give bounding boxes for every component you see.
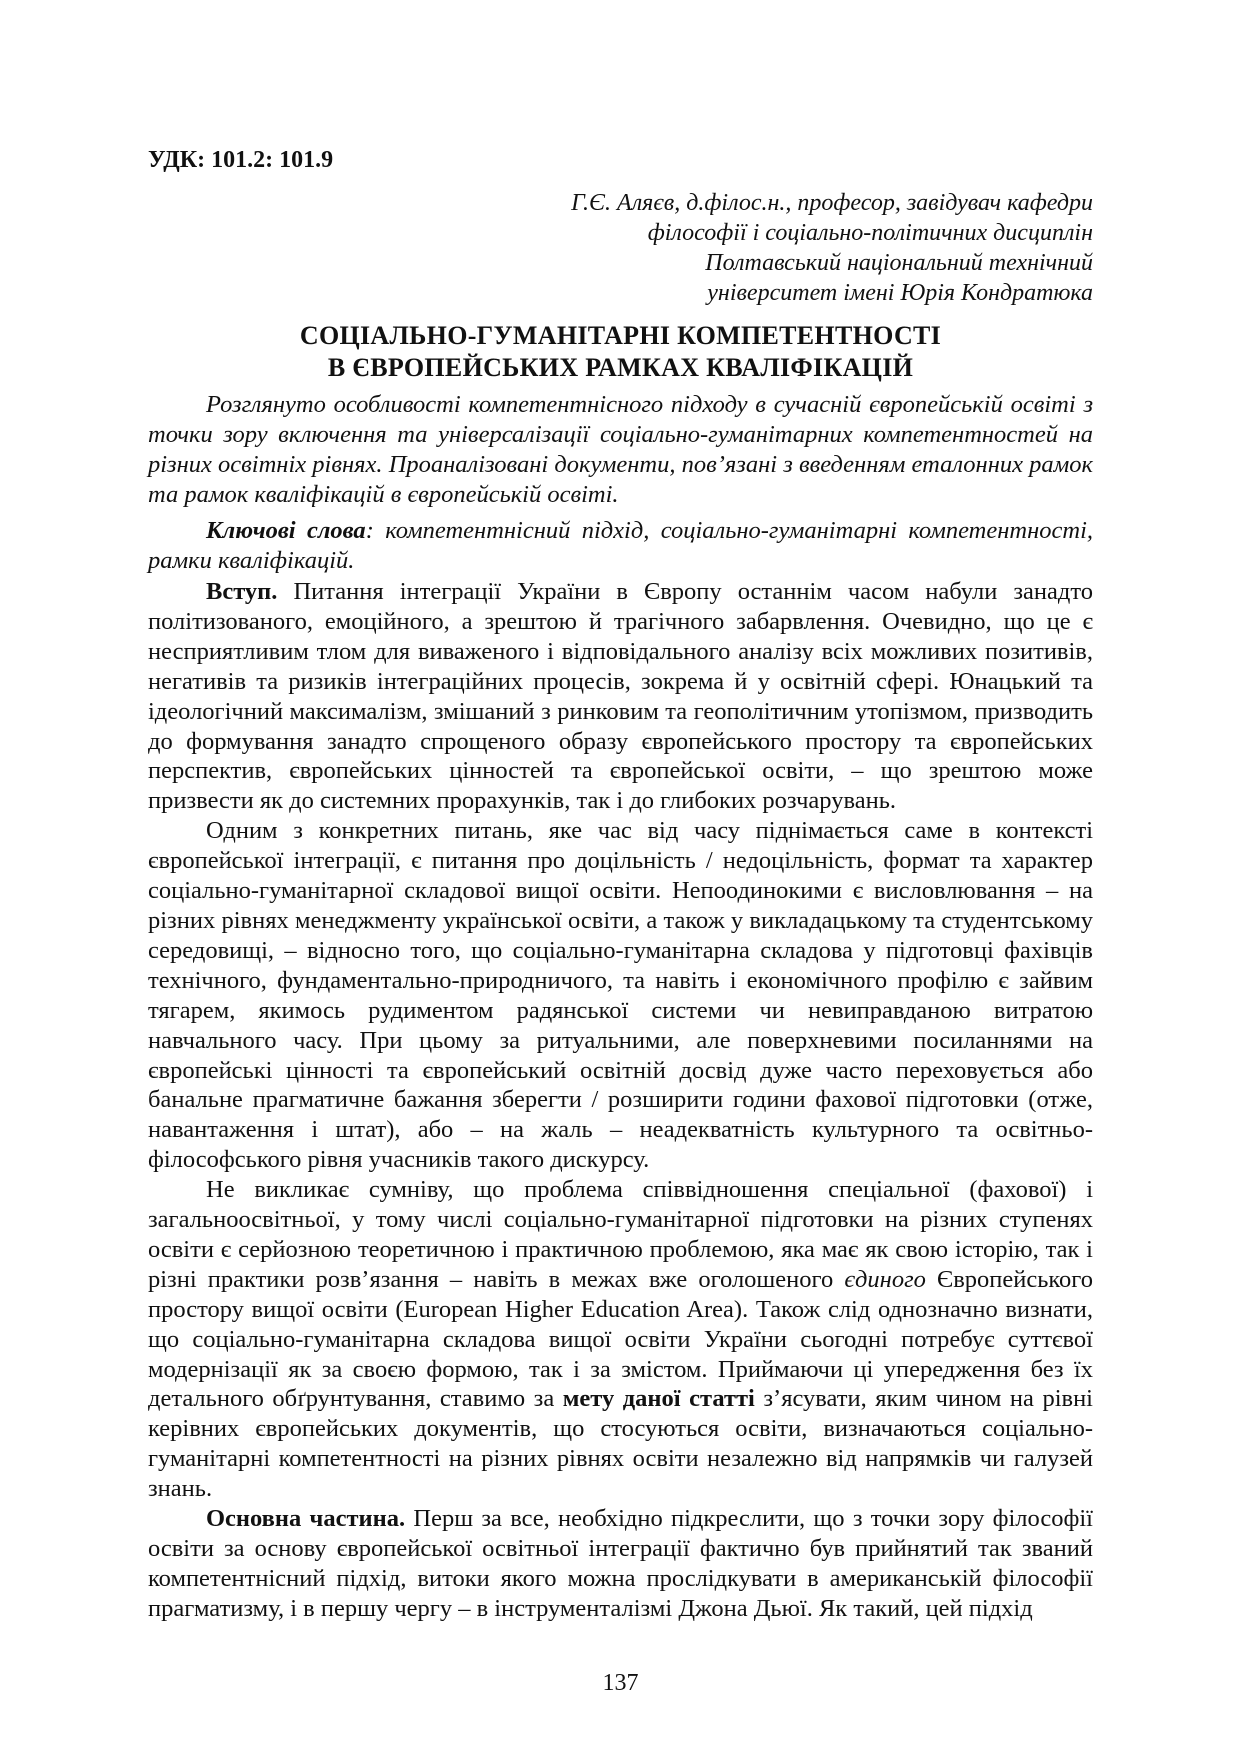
paragraph-main-part [148, 1504, 1093, 1624]
keywords-text: : компетентнісний підхід, соціально-гуманітарні компетентності, рамки кваліфікацій. [148, 517, 1093, 574]
author-block [571, 188, 1093, 308]
udc-code: УДК: 101.2: 101.9 [148, 147, 334, 173]
paragraph [148, 1175, 1093, 1504]
author-line: Г.Є. Аляєв, д.філос.н., професор, завідувач кафедри [571, 190, 1093, 216]
abstract: Розглянуто особливості компетентнісного підходу в сучасній європейській освіті з точки зору включення та універсалізації соціально-гуманітарних компетентностей на різних освітніх рівнях. Проаналізовані документи, пов’язані з введенням еталонних рамок та рамок кваліфікацій в європейській освіті. [148, 391, 1093, 508]
section-lead: Вступ. [206, 578, 278, 605]
keywords-label: Ключові слова [206, 517, 366, 544]
paragraph [148, 816, 1093, 1175]
section-lead: Основна частина. [206, 1505, 406, 1533]
paragraph-text: Питання інтеграції України в Європу останнім часом набули занадто політизованого, емоційного, а зрештою й трагічного забарвлення. Очевидно, що це є несприятливим тлом для виваженого і відповідального аналізу всіх можливих позитивів, негативів та ризиків інтеграційних процесів, зокрема й у освітній сфері. Юнацький та ідеологічний максималізм, змішаний з ринковим та геополітичним утопізмом, призводить до формування занадто спрощеного образу європейського простору та європейських перспектив, європейських цінностей та європейської освіти, – що зрештою може призвести як до системних прорахунків, так і до глибоких розчарувань. [148, 578, 1093, 815]
page-number: 137 [602, 1670, 639, 1696]
paragraph-text: Перш за все, необхідно підкреслити, що з точки зору філософії освіти за основу європейської освітньої інтеграції фактично був прийнятий так званий компетентнісний підхід, витоки якого можна прослідкувати в американській філософії прагматизму, і в першу чергу – в інструменталізмі Джона Дьюї. Як такий, цей підхід [148, 1505, 1093, 1622]
article-title [148, 320, 1093, 384]
paragraph-text: з’ясувати, яким чином на рівні керівних європейських документів, що стосуються освіти, визначаються соціально-гуманітарні компетентності на різних рівнях освіти незалежно від напрямків чи галузей знань. [148, 1385, 1093, 1503]
emphasis-text: єдиного [844, 1265, 926, 1293]
keywords [148, 516, 1093, 576]
article-body [148, 577, 1093, 1624]
paragraph-text: Не викликає сумніву, що проблема співвідношення спеціальної (фахової) і загальноосвітньої, у тому числі соціально-гуманітарної підготовки на різних ступенях освіти є серйозною теоретичною і практичною проблемою, яка має як свою історію, так і різні практики розв’язання – навіть в межах вже оголошеного [148, 1176, 1093, 1293]
paragraph-introduction [148, 577, 1093, 816]
paragraph-text: Європейського простору вищої освіти (European Higher Education Area). Також слід однозначно визнати, що соціально-гуманітарна складова вищої освіти України сьогодні потребує суттєвої модернізації як за своєю формою, так і за змістом. Приймаючи ці упередження без їх детального обґрунтування, ставимо за [148, 1265, 1093, 1413]
title-line: В ЄВРОПЕЙСЬКИХ РАМКАХ КВАЛІФІКАЦІЙ [327, 353, 914, 382]
title-line: СОЦІАЛЬНО-ГУМАНІТАРНІ КОМПЕТЕНТНОСТІ [299, 321, 942, 350]
bold-text: мету даної статті [562, 1385, 755, 1413]
author-line: університет імені Юрія Кондратюка [707, 280, 1093, 306]
paragraph-text: Одним з конкретних питань, яке час від часу піднімається саме в контексті європейської інтеграції, є питання про доцільність / недоцільність, формат та характер соціально-гуманітарної складової вищої освіти. Непоодинокими є висловлювання – на різних рівнях менеджменту української освіти, а також у викладацькому та студентському середовищі, – відносно того, що соціально-гуманітарна складова у підготовці фахівців технічного, фундаментально-природничого, та навіть і економічного профілю є зайвим тягарем, якимось рудиментом радянської системи чи невиправданою витратою навчального часу. При цьому за ритуальними, але поверхневими посиланнями на європейські цінності та європейський освітній досвід дуже часто переховується або банальне прагматичне бажання зберегти / розширити години фахової підготовки (отже, навантаження і штат), або – на жаль – неадекватність культурного та освітньо-філософського рівня учасників такого дискурсу. [148, 817, 1093, 1174]
author-line: філософії і соціально-політичних дисциплін [647, 220, 1093, 246]
author-line: Полтавський національний технічний [705, 250, 1093, 276]
